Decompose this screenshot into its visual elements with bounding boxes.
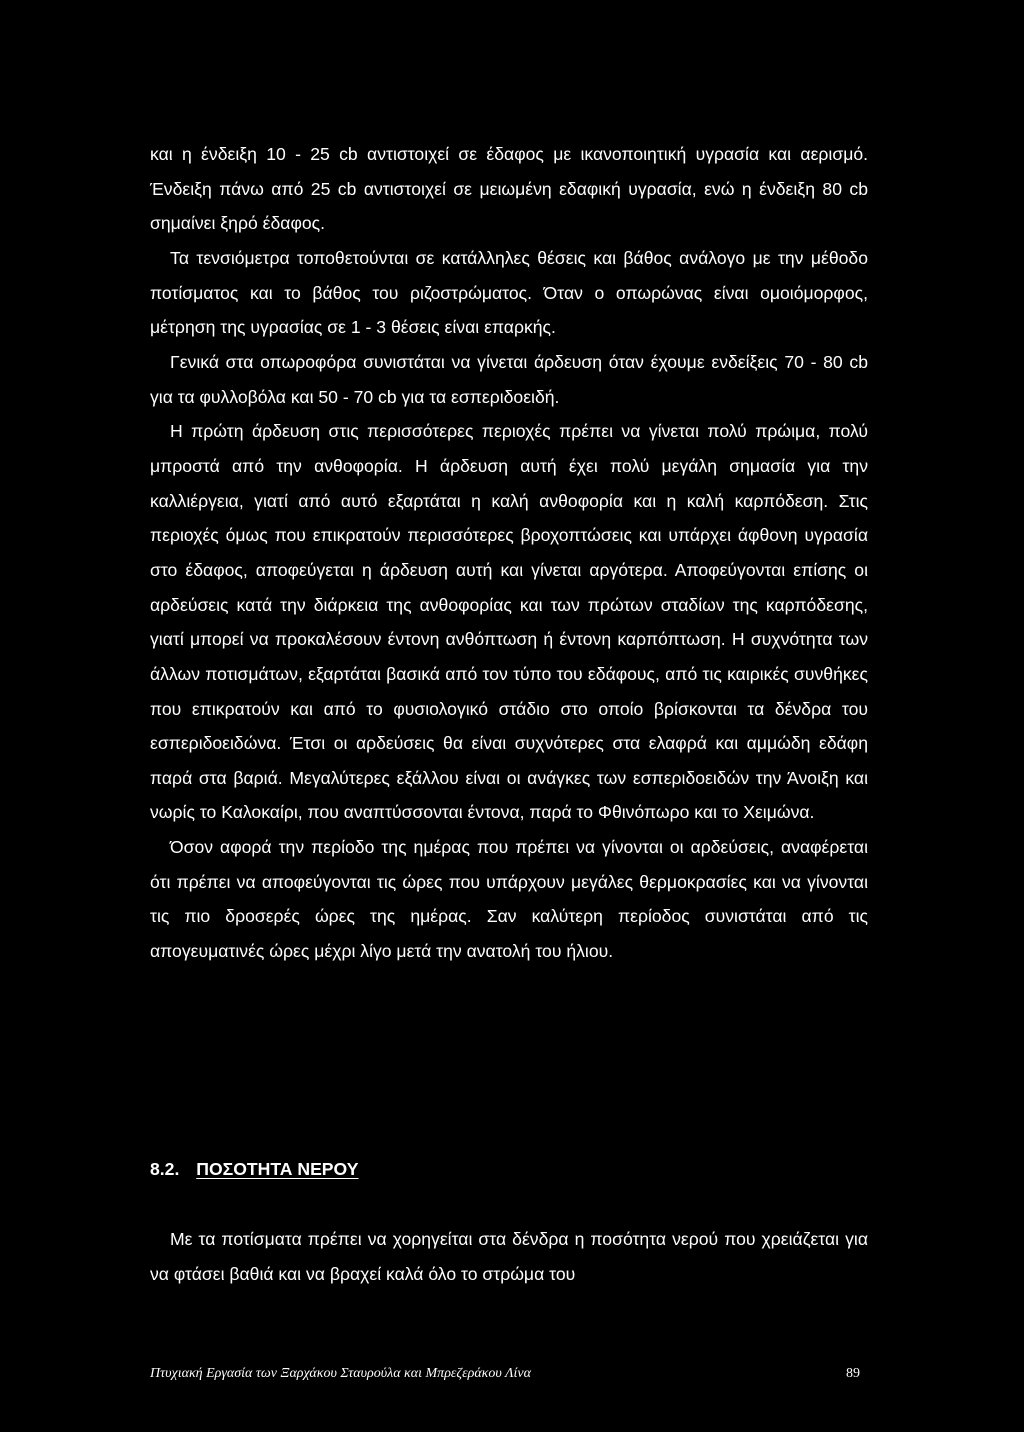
footer-caption: Πτυχιακή Εργασία των Ξαρχάκου Σταυρούλα και Μπρεζεράκου Λίνα — [150, 1366, 531, 1381]
paragraph-1: και η ένδειξη 10 - 25 cb αντιστοιχεί σε έδαφος με ικανοποιητική υγρασία και αερισμό. Ένδειξη πάνω από 25 cb αντιστοιχεί σε μειωμένη εδαφική υγρασία, ενώ η ένδειξη 80 cb σημαίνει ξηρό έδαφος. — [150, 144, 868, 234]
paragraph-3: Γενικά στα οπωροφόρα συνιστάται να γίνεται άρδευση όταν έχουμε ενδείξεις 70 - 80 cb για τα φυλλοβόλα και 50 - 70 cb για τα εσπεριδοειδή. — [150, 351, 868, 407]
section-number: 8.2. — [150, 1159, 180, 1179]
paragraph-4: Η πρώτη άρδευση στις περισσότερες περιοχές πρέπει να γίνεται πολύ πρώιμα, πολύ μπροστά από την ανθοφορία. Η άρδευση αυτή έχει πολύ μεγάλη σημασία για την καλλιέργεια, γιατί από αυτό εξαρτάται η καλή ανθοφορία και η καλή καρπόδεση. Στις περιοχές όμως που επικρατούν περισσότερες βροχοπτώσεις και υπάρχει άφθονη υγρασία στο έδαφος, αποφεύγεται η άρδευση αυτή και γίνεται αργότερα. Αποφεύγονται επίσης οι αρδεύσεις κατά την διάρκεια της ανθοφορίας και των πρώτων σταδίων της καρπόδεσης, γιατί μπορεί να προκαλέσουν έντονη ανθόπτωση ή έντονη καρπόπτωση. Η συχνότητα των άλλων ποτισμάτων, εξαρτάται βασικά από τον τύπο του εδάφους, από τις καιρικές συνθήκες που επικρατούν και από το φυσιολογικό στάδιο στο οποίο βρίσκονται τα δένδρα του εσπεριδοειδώνα. Έτσι οι αρδεύσεις θα είναι συχνότερες στα ελαφρά και αμμώδη εδάφη παρά στα βαριά. Μεγαλύτερες εξάλλου είναι οι ανάγκες των εσπεριδοειδών την Άνοιξη και νωρίς το Καλοκαίρι, που αναπτύσσονται έντονα, παρά το Φθινόπωρο και το Χειμώνα. — [150, 421, 868, 823]
paragraph-5: Όσον αφορά την περίοδο της ημέρας που πρέπει να γίνονται οι αρδεύσεις, αναφέρεται ότι πρέπει να αποφεύγονται τις ώρες που υπάρχουν μεγάλες θερμοκρασίες και να γίνονται τις πιο δροσερές ώρες της ημέρας. Σαν καλύτερη περίοδος συνιστάται από τις απογευματινές ώρες μέχρι λίγο μετά την ανατολή του ήλιου. — [150, 837, 868, 962]
section-body — [150, 1222, 868, 1291]
page-footer — [150, 1362, 860, 1386]
page-number: 89 — [846, 1366, 860, 1381]
section-paragraph: Με τα ποτίσματα πρέπει να χορηγείται στα δένδρα η ποσότητα νερού που χρειάζεται για να φτάσει βαθιά και να βραχεί καλά όλο το στρώμα του — [150, 1229, 868, 1284]
body-text — [150, 137, 868, 969]
section-title: ΠΟΣΟΤΗΤΑ ΝΕΡΟΥ — [196, 1159, 359, 1179]
section-heading — [150, 1154, 358, 1184]
paragraph-2: Τα τενσιόμετρα τοποθετούνται σε κατάλληλες θέσεις και βάθος ανάλογο με την μέθοδο ποτίσματος και το βάθος του ριζοστρώματος. Όταν ο οπωρώνας είναι ομοιόμορφος, μέτρηση της υγρασίας σε 1 - 3 θέσεις είναι επαρκής. — [150, 247, 868, 338]
